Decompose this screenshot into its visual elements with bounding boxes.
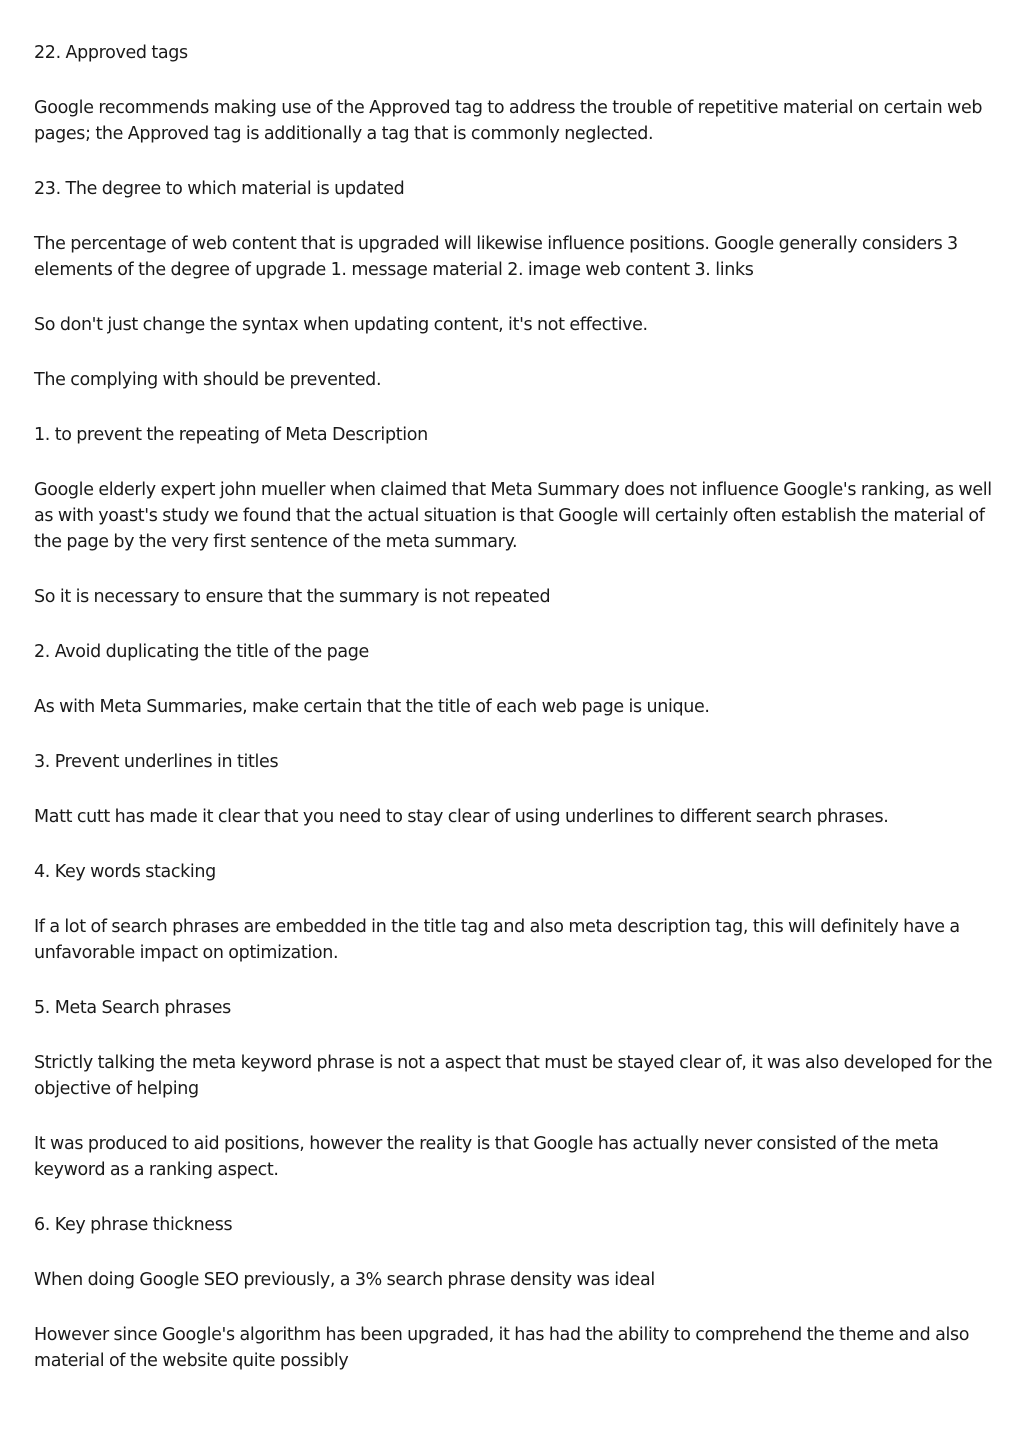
body-paragraph: If a lot of search phrases are embedded in the title tag and also meta description tag, this will definitely have a unfavorable impact on optimization. bbox=[34, 917, 960, 963]
body-paragraph: It was produced to aid positions, however the reality is that Google has actually never consisted of the meta keyword as a ranking aspect. bbox=[34, 1134, 939, 1180]
list-heading: 3. Prevent underlines in titles bbox=[34, 752, 279, 772]
body-paragraph: The complying with should be prevented. bbox=[34, 370, 382, 390]
document-page bbox=[34, 40, 994, 1403]
section-heading: 23. The degree to which material is updated bbox=[34, 179, 405, 199]
list-heading: 6. Key phrase thickness bbox=[34, 1215, 233, 1235]
body-paragraph: Google elderly expert john mueller when claimed that Meta Summary does not influence Google's ranking, as well as with yoast's study we found that the actual situation is that Google will certainly often establish the material of the page by the very first sentence of the meta summary. bbox=[34, 480, 992, 552]
body-paragraph: However since Google's algorithm has been upgraded, it has had the ability to comprehend the theme and also material of the website quite possibly bbox=[34, 1325, 970, 1371]
list-heading: 1. to prevent the repeating of Meta Description bbox=[34, 425, 428, 445]
body-paragraph: Matt cutt has made it clear that you need to stay clear of using underlines to different search phrases. bbox=[34, 807, 889, 827]
body-paragraph: As with Meta Summaries, make certain that the title of each web page is unique. bbox=[34, 697, 710, 717]
list-heading: 5. Meta Search phrases bbox=[34, 998, 231, 1018]
body-paragraph: When doing Google SEO previously, a 3% search phrase density was ideal bbox=[34, 1270, 655, 1290]
list-heading: 4. Key words stacking bbox=[34, 862, 216, 882]
body-paragraph: Strictly talking the meta keyword phrase is not a aspect that must be stayed clear of, it was also developed for the objective of helping bbox=[34, 1053, 993, 1099]
body-paragraph: So don't just change the syntax when updating content, it's not effective. bbox=[34, 315, 648, 335]
section-heading: 22. Approved tags bbox=[34, 43, 188, 63]
body-paragraph: The percentage of web content that is upgraded will likewise influence positions. Google generally considers 3 elements of the degree of upgrade 1. message material 2. image web content 3. links bbox=[34, 234, 958, 280]
body-paragraph: So it is necessary to ensure that the summary is not repeated bbox=[34, 587, 551, 607]
list-heading: 2. Avoid duplicating the title of the page bbox=[34, 642, 369, 662]
body-paragraph: Google recommends making use of the Approved tag to address the trouble of repetitive material on certain web pages; the Approved tag is additionally a tag that is commonly neglected. bbox=[34, 98, 983, 144]
